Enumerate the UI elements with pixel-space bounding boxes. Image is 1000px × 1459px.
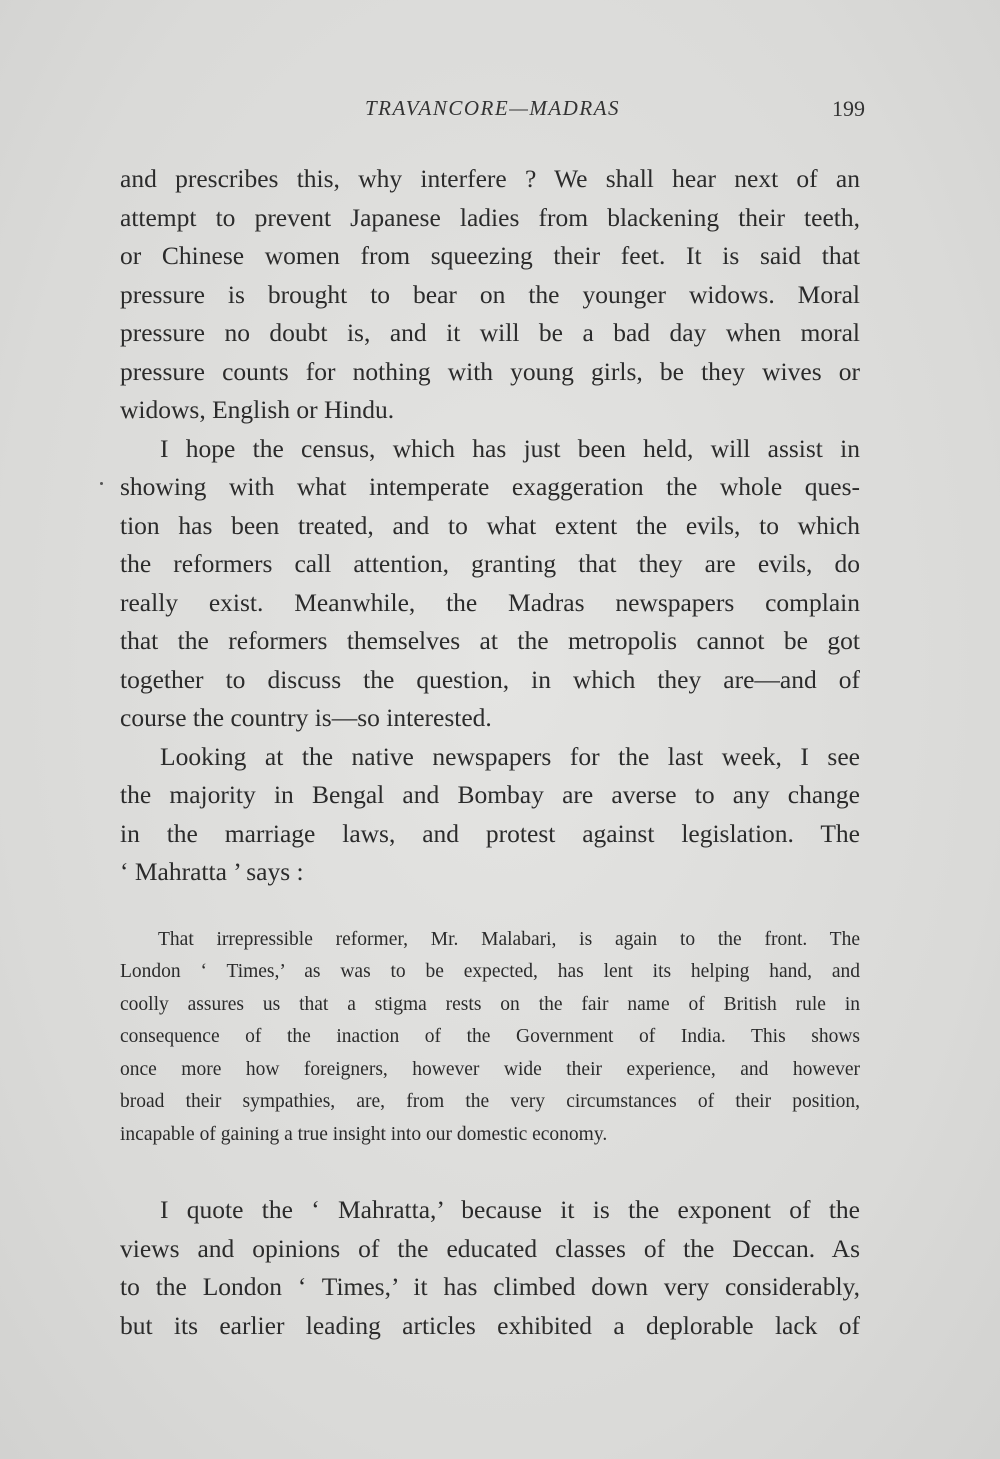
- paragraph-4: [120, 1191, 860, 1345]
- text-line: to the London ‘ Times,’ it has climbed down very considerably,: [120, 1272, 860, 1301]
- quote-line: That irrepressible reformer, Mr. Malabari, is again to the front. The: [158, 928, 860, 950]
- quote-line: coolly assures us that a stigma rests on the fair name of British rule in: [120, 993, 860, 1015]
- quote-line: broad their sympathies, are, from the very circumstances of their position,: [120, 1091, 860, 1112]
- quote-line: incapable of gaining a true insight into our domestic economy.: [120, 1123, 608, 1145]
- text-line: I quote the ‘ Mahratta,’ because it is the exponent of the: [160, 1195, 860, 1224]
- ink-speck: [100, 482, 103, 485]
- text-line: ‘ Mahratta ’ says :: [120, 857, 304, 886]
- text-line: or Chinese women from squeezing their feet. It is said that: [120, 241, 860, 270]
- text-line: but its earlier leading articles exhibited a deplorable lack of: [120, 1310, 860, 1340]
- block-quote: [120, 924, 860, 1152]
- running-title: TRAVANCORE—MADRAS: [364, 96, 621, 120]
- text-line: attempt to prevent Japanese ladies from blackening their teeth,: [120, 202, 860, 232]
- quote-line: consequence of the inaction of the Government of India. This shows: [120, 1026, 860, 1047]
- text-line: that the reformers themselves at the metropolis cannot be got: [120, 626, 860, 655]
- text-line: and prescribes this, why interfere ? We shall hear next of an: [120, 164, 860, 193]
- text-line: pressure is brought to bear on the younger widows. Moral: [120, 279, 860, 309]
- text-line: really exist. Meanwhile, the Madras newspapers complain: [120, 587, 860, 617]
- text-line: showing with what intemperate exaggeration the whole ques-: [120, 472, 860, 501]
- text-line: views and opinions of the educated classes of the Deccan. As: [120, 1233, 860, 1263]
- text-line: tion has been treated, and to what extent the evils, to which: [120, 510, 860, 540]
- text-line: the reformers call attention, granting that they are evils, do: [120, 549, 860, 578]
- body-text: [120, 160, 860, 1345]
- paragraph-3: [120, 738, 860, 892]
- running-head: [120, 96, 865, 126]
- paragraph-2: [120, 430, 860, 738]
- paragraph-1: [120, 160, 860, 430]
- text-line: pressure counts for nothing with young girls, be they wives or: [120, 356, 860, 386]
- text-line: course the country is—so interested.: [120, 703, 492, 732]
- text-line: in the marriage laws, and protest against legislation. The: [120, 818, 860, 848]
- text-line: together to discuss the question, in which they are—and of: [120, 664, 860, 694]
- text-line: the majority in Bengal and Bombay are averse to any change: [120, 780, 860, 809]
- page-number: 199: [832, 96, 865, 121]
- text-line: Looking at the native newspapers for the last week, I see: [160, 741, 860, 771]
- quote-line: once more how foreigners, however wide their experience, and however: [120, 1058, 860, 1080]
- text-line: I hope the census, which has just been held, will assist in: [160, 433, 860, 463]
- text-line: pressure no doubt is, and it will be a bad day when moral: [120, 318, 860, 347]
- text-line: widows, English or Hindu.: [120, 395, 395, 424]
- quote-line: London ‘ Times,’ as was to be expected, has lent its helping hand, and: [120, 961, 860, 982]
